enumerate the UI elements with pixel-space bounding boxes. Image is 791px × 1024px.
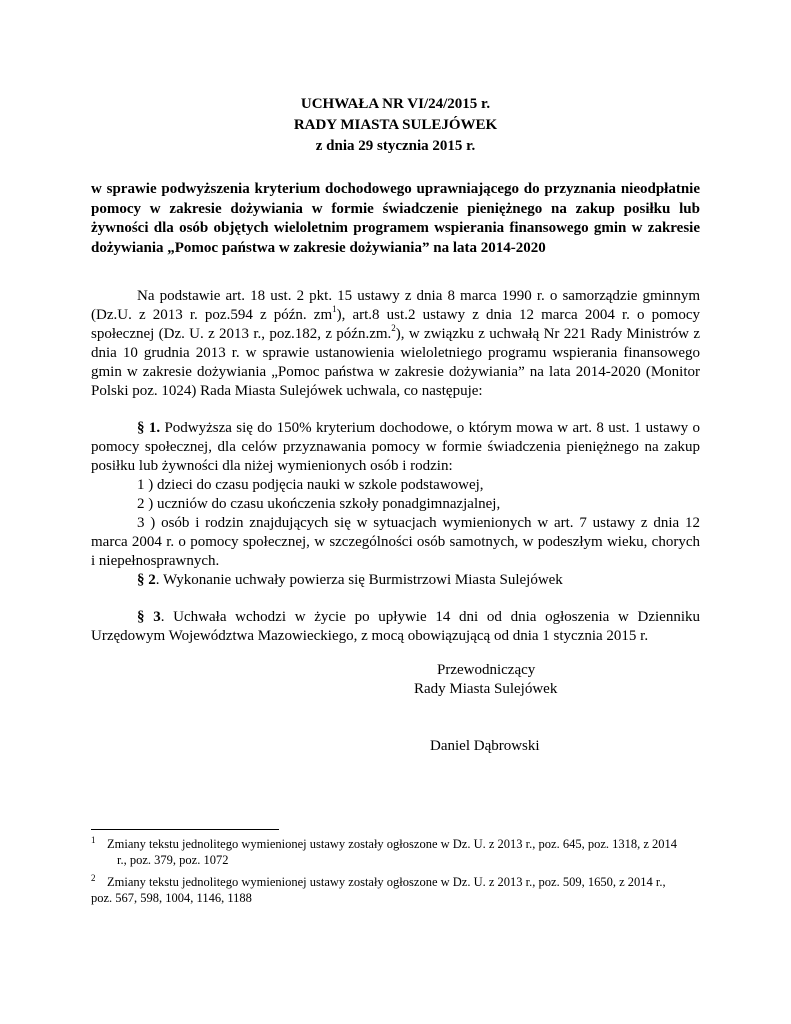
preamble-part-1: Na podstawie art. 18 ust. 2 pkt. 15 ustawy z dnia 8 marca 1990 r. o samorządzie gminnym (Dz.U. z 2013 r. poz.594 z późn. zm: [91, 288, 700, 323]
signature-role-2: Rady Miasta Sulejówek: [414, 681, 558, 697]
section-3-label: § 3: [137, 609, 161, 625]
section-1-item-3: 3 ) osób i rodzin znajdujących się w sytuacjach wymienionych w art. 7 ustawy z dnia 12 marca 2004 r. o pomocy społecznej, w szczególności osób samotnych, w podeszłym wieku, chorych i niepełnosprawnych.: [91, 515, 700, 569]
section-2-text: . Wykonanie uchwały powierza się Burmistrzowi Miasta Sulejówek: [155, 572, 563, 588]
council-name: RADY MIASTA SULEJÓWEK: [293, 117, 498, 133]
section-1-item-1: 1 ) dzieci do czasu podjęcia nauki w szkole podstawowej,: [137, 477, 484, 493]
resolution-subject: w sprawie podwyższenia kryterium dochodowego uprawniającego do przyznania nieodpłatnie pomocy w zakresie dożywiania w formie świadczenie pieniężnego na zakup posiłku lub żywności dla osób objętych wieloletnim programem wspierania finansowego gmin w zakresie dożywiania „Pomoc państwa w zakresie dożywiania” na lata 2014-2020: [91, 181, 700, 256]
footnote-ref-2: 2: [391, 323, 396, 333]
section-1-text: Podwyższa się do 150% kryterium dochodowe, o którym mowa w art. 8 ust. 1 ustawy o pomocy społecznej, dla celów przyznawania pomocy w formie świadczenia pieniężnego na zakup posiłku lub żywności dla niżej wymienionych osób i rodzin:: [91, 420, 701, 474]
signatory-name: Daniel Dąbrowski: [430, 738, 540, 754]
section-3-text: . Uchwała wchodzi w życie po upływie 14 dni od dnia ogłoszenia w Dzienniku Urzędowym Województwa Mazowieckiego, z mocą obowiązującą od dnia 1 stycznia 2015 r.: [91, 609, 701, 644]
footnote-separator: [91, 829, 279, 830]
section-2-label: § 2: [137, 572, 156, 588]
resolution-header: [0, 94, 791, 157]
section-1-label: § 1.: [137, 420, 161, 436]
preamble-part-3: ), w związku z uchwałą Nr 221 Rady Ministrów z dnia 10 grudnia 2013 r. w sprawie ustanowienia wieloletniego programu wspierania finansowego gmin w zakresie dożywiania „Pomoc państwa w zakresie dożywiania” na lata 2014-2020 (Monitor Polski poz. 1024) Rada Miasta Sulejówek uchwala, co następuje:: [91, 326, 700, 399]
section-1-item-2: 2 ) uczniów do czasu ukończenia szkoły ponadgimnazjalnej,: [137, 496, 501, 512]
footnote-1: [91, 836, 711, 868]
section-3: [91, 608, 700, 646]
footnote-ref-1: 1: [332, 304, 337, 314]
resolution-number: UCHWAŁA NR VI/24/2015 r.: [300, 96, 491, 112]
footnote-2: [91, 874, 711, 906]
footnote-2-line-2: poz. 567, 598, 1004, 1146, 1188: [91, 891, 252, 905]
signature-role-1: Przewodniczący: [437, 662, 536, 678]
resolution-date: z dnia 29 stycznia 2015 r.: [315, 138, 476, 154]
section-2: [91, 571, 700, 590]
section-1: [91, 419, 700, 476]
footnote-1-line-2: r., poz. 379, poz. 1072: [117, 853, 229, 867]
footnote-2-line-1: Zmiany tekstu jednolitego wymienionej ustawy zostały ogłoszone w Dz. U. z 2013 r., poz. 509, 1650, z 2014 r.,: [107, 875, 666, 889]
preamble: [91, 287, 700, 401]
footnote-1-mark: 1: [91, 835, 96, 845]
resolution-body: [91, 287, 700, 646]
footnotes: [91, 836, 711, 912]
footnote-2-mark: 2: [91, 873, 96, 883]
footnote-1-line-1: Zmiany tekstu jednolitego wymienionej ustawy zostały ogłoszone w Dz. U. z 2013 r., poz. 645, poz. 1318, z 2014: [107, 837, 678, 851]
preamble-part-2: ), art.8 ust.2 ustawy z dnia 12 marca 2004 r. o pomocy społecznej (Dz. U. z 2013 r., poz.182, z późn.zm.: [91, 307, 700, 342]
